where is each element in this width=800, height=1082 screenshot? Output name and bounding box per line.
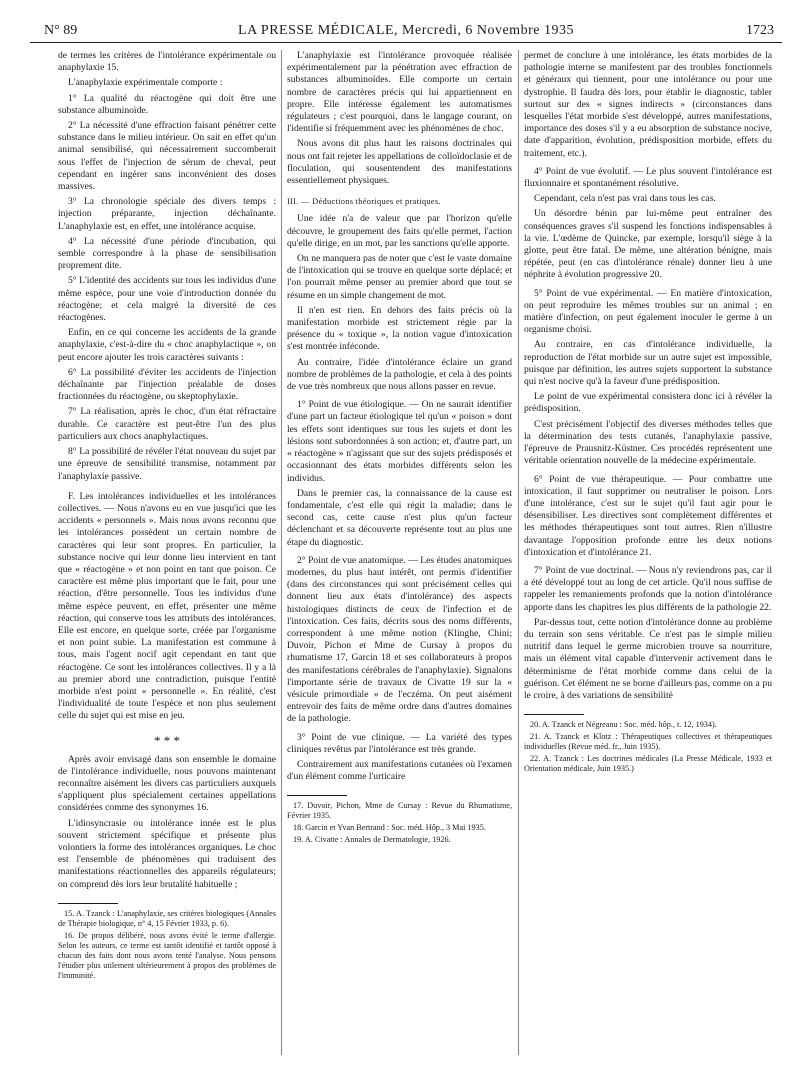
section-heading: III. — Déductions théoriques et pratiques. bbox=[287, 197, 441, 207]
section-separator-stars: * * * bbox=[154, 732, 180, 748]
paragraph: Cependant, cela n'est pas vrai dans tous les cas. bbox=[534, 193, 716, 205]
footnote: 19. A. Civatte : Annales de Dermatologie, 1926. bbox=[293, 835, 451, 845]
column-divider bbox=[518, 50, 519, 1055]
list-item: 6° La possibilité d'éviter les accidents de l'injection déchaînante par l'injection préalable de doses fractionnées du réactogène, ou skeptophylaxie. bbox=[58, 366, 276, 403]
section-f-paragraph: F. Les intolérances individuelles et les intolérances collectives. — Nous n'avons eu en vue jusqu'ici que les accidents « personnels ». Mais nous avons reconnu que les intolérances possèdent un certain nombre de caractères qui leur sont propres. En particulier, la substance nocive qui leur donne lieu intervient en tant que « réactogène » et non point en tant que poison. Ce caractère est même plus important que le fait, pour une réaction, d'être personnelle. Tous les individus d'une même espèce peuvent, en effet, présenter une même réaction, qui conserve tous les attributs des intolérances. Elle est encore, en quelque sorte, créée par l'organisme et non point subie. La manifestation est commune à tous, mais l'agent nocif agit cependant en tant que réactogène. Ce sont les intolérances collectives. Il y a là au premier abord une contradiction, puisque l'entité morbide n'est point « personnelle ». En réalité, c'est l'individualité de toute l'espèce et non plus seulement celle du sujet qui est mise en jeu. bbox=[58, 490, 276, 722]
paragraph: On ne manquera pas de noter que c'est le vaste domaine de l'intoxication qui se trouve en quelque sorte déplacé; et l'on pourrait même penser au premier abord que tout se résume en un simple changement de mot. bbox=[287, 253, 512, 301]
paragraph: Après avoir envisagé dans son ensemble le domaine de l'intolérance individuelle, nous pouvons maintenant reconnaître aisément les divers cas particuliers auxquels s'appliquent plus spécialement certaines appellations considérées comme des synonymes 16. bbox=[58, 753, 276, 814]
running-header bbox=[30, 20, 782, 43]
list-item: 5° L'identité des accidents sur tous les individus d'une même espèce, pour une voie d'introduction donnée du réactogène; et cela malgré la diversité de ces réactogènes. bbox=[58, 275, 276, 324]
footnote-rule bbox=[287, 795, 347, 796]
paragraph: Une idée n'a de valeur que par l'horizon qu'elle découvre, le groupement des faits qu'elle permet, l'action qu'elle dirige, en un mot, par les sanctions qu'elle apporte. bbox=[287, 213, 512, 249]
footnote: 20. A. Tzanck et Négreanu : Soc. méd. hôp., t. 12, 1934). bbox=[530, 720, 717, 730]
column-2 bbox=[287, 50, 512, 1060]
paragraph: Par-dessus tout, cette notion d'intolérance donne au problème du terrain son sens véritable. Ce n'est pas le simple milieu nutritif dans lequel le germe microbien trouve sa nourriture, mais un élément vital capable d'intervenir activement dans le déterminisme de l'état morbide comme dans celui de la guérison. Cet élément ne se borne d'ailleurs pas, comme on a pu le croire, à des variations de sensibilité bbox=[524, 616, 772, 701]
paragraph: de termes les critères de l'intolérance expérimentale ou anaphylaxie 15. bbox=[58, 50, 276, 74]
footnote: 18. Garcin et Yvan Bertrand : Soc. méd. Hôp., 3 Mai 1935. bbox=[293, 823, 486, 833]
subsection-anatomique: 2° Point de vue anatomique. — Les études anatomiques modernes, du plus haut intérêt, ont permis d'identifier (dans des circonstances qui sont précisément celles qui donnent lieu aux états d'intolérance) des aspects histologiques distincts de ceux de l'infection et de l'intoxication. Ces faits, décrits sous des noms différents, correspondent à une même notion (Klinghe, Chini; Duvoir, Pichon et Mme de Cursay à propos du rhumatisme 17, Garcin 18 et ses collaborateurs à propos des manifestations cérébrales de l'anaphylaxie). Signalons l'importante série de travaux de Civatte 19 sur la « vésicule primordiale » de l'eczéma. On peut aisément entrevoir des faits de même ordre dans d'autres domaines de la pathologie. bbox=[287, 554, 512, 725]
list-item: 8° La possibilité de révéler l'état nouveau du sujet par une épreuve de sensibilité transmise, notamment par l'anaphylaxie passive. bbox=[58, 446, 276, 482]
footnote-rule bbox=[524, 714, 584, 715]
list-item: 2° La nécessité d'une effraction faisant pénétrer cette substance dans le milieu intérieur. On sait en effet qu'un animal sensibilisé, qui nécessairement succomberait sous l'effet de l'injection de sérum de cheval, peut cependant en ingérer sans inconvénient des doses massives. bbox=[58, 120, 276, 193]
paragraph: Au contraire, en cas d'intolérance individuelle, la reproduction de l'état morbide sur un autre sujet est impossible, puisque par définition, les autres sujets supportent la substance qui n'est nocive qu'à la faveur d'une prédisposition. bbox=[524, 339, 772, 388]
column-divider bbox=[281, 50, 282, 1055]
paragraph: Enfin, en ce qui concerne les accidents de la grande anaphylaxie, c'est-à-dire du « choc anaphylactique », on peut encore ajouter les trois caractères suivants : bbox=[58, 327, 276, 363]
paragraph: L'anaphylaxie est l'intolérance provoquée réalisée expérimentalement par la pénétration avec effraction de substances albuminoïdes. Elle comporte un certain nombre de caractères précis qui lui appartiennent en propre. Elle intéresse également les automatismes régulateurs ; c'est pourquoi, dans le langage courant, on l'identifie si fréquemment avec les phénomènes de choc. bbox=[287, 50, 512, 135]
paragraph: L'anaphylaxie expérimentale comporte : bbox=[68, 77, 223, 89]
list-item: 7° La réalisation, après le choc, d'un état réfractaire durable. Ce caractère est peut-être l'un des plus particuliers aux chocs anaphylactiques. bbox=[58, 406, 276, 442]
issue-number: N° 89 bbox=[44, 23, 78, 38]
footnote: 16. De propos délibéré, nous avons évité le terme d'allergie. Selon les auteurs, ce terme est tantôt identifié et tantôt opposé à chacun des faits dont nous avons tenté l'analyse. Nous pensons l'étudier plus utilement ultérieurement à propos des problèmes de l'immunité. bbox=[58, 930, 276, 980]
paragraph: Au contraire, l'idée d'intolérance éclaire un grand nombre de problèmes de la pathologie, et cela à des points de vue très nombreux que nous allons passer en revue. bbox=[287, 356, 512, 393]
list-item: 1° La qualité du réactogène qui doit être une substance albuminoïde. bbox=[58, 92, 276, 116]
paragraph: Contrairement aux manifestations cutanées où l'examen d'un élément comme l'urticaire bbox=[287, 758, 512, 783]
journal-date: LA PRESSE MÉDICALE, Mercredi, 6 Novembre 1935 bbox=[238, 23, 574, 38]
subsection-doctrinal: 7° Point de vue doctrinal. — Nous n'y reviendrons pas, car il a été développé tout au long de cet article. Qu'il nous suffise de rappeler les remaniements profonds que la notion d'intolérance apporte dans les chapitres les plus différents de la pathologie 22. bbox=[524, 564, 772, 613]
subsection-etiologique: 1° Point de vue étiologique. — On ne saurait identifier d'une part un facteur étiologique tel qu'un « poison » dont les effets sont identiques sur tous les sujets et dont les lésions sont subordonnées à son action; et, d'autre part, un « réactogène » n'agissant que sur des sujets prédisposés et occasionnant des états morbides différents selon les individus. bbox=[287, 399, 512, 484]
footnote: 22. A. Tzanck : Les doctrines médicales (La Presse Médicale, 1933 et Orientation médicale, Juin 1935.) bbox=[524, 754, 772, 774]
subsection-therapeutique: 6° Point de vue thérapeutique. — Pour combattre une intoxication, il faut supprimer ou neutraliser le poison. Lors d'une intolérance, c'est sur le sujet qu'il faut agir pour le désensibiliser. Les directives sont complètement différentes et les méthodes thérapeutiques sont tout autres. Rien n'illustre davantage l'opposition profonde entre les deux notions d'intoxication et d'intolérance 21. bbox=[524, 473, 772, 558]
footnote-rule bbox=[58, 903, 118, 904]
paragraph: C'est précisément l'objectif des diverses méthodes telles que la détermination des tests cutanés, l'anaphylaxie passive, l'épreuve de Prausnitz-Küstner. Ces procédés représentent une véritable orientation nouvelle de la médecine expérimentale. bbox=[524, 418, 772, 467]
list-item: 4° La nécessité d'une période d'incubation, qui semble correspondre à la phase de sensibilisation proprement dite. bbox=[58, 235, 276, 272]
footnote: 15. A. Tzanck : L'anaphylaxie, ses critères biologiques (Annales de Thérapie biologique, n° 4, 15 Février 1933, p. 6). bbox=[58, 908, 276, 928]
paragraph: Dans le premier cas, la connaissance de la cause est fondamentale, c'est elle qui régit la maladie; dans le second cas, cette cause n'est plus qu'un facteur déclenchant et sa découverte représente tout au plus une étape du diagnostic. bbox=[287, 487, 512, 548]
subsection-clinique: 3° Point de vue clinique. — La variété des types cliniques revêtus par l'intolérance est très grande. bbox=[287, 731, 512, 755]
paragraph: Un désordre bénin par lui-même peut entraîner des conséquences graves s'il suspend les fonctions indispensables à la vie. L'œdème de Quincke, par exemple, lorsqu'il siège à la glotte, peut être fatal. De même, une altération bénigne, mais répétée, peut (en cas d'intolérance rénale) donner lieu à une néphrite à évolution progressive 20. bbox=[524, 208, 772, 281]
subsection-experimental: 5° Point de vue expérimental. — En matière d'intoxication, on peut reproduire les mêmes troubles sur un animal ; en matière d'infection, on peut également inoculer le germe à un organisme choisi. bbox=[524, 287, 772, 336]
column-1 bbox=[58, 50, 276, 1060]
paragraph: Il n'en est rien. En dehors des faits précis où la manifestation morbide est strictement régie par la présence du « toxique », la notion vague d'intoxication s'est montrée inféconde. bbox=[287, 304, 512, 353]
paragraph: Le point de vue expérimental consistera donc ici à révéler la prédisposition. bbox=[524, 391, 772, 415]
column-3 bbox=[524, 50, 772, 1060]
paragraph: L'idiosyncrasie ou intolérance innée est le plus souvent strictement spécifique et présente plus volontiers la forme des intolérances organiques. Le choc est l'ensemble de phénomènes qui traduisent des manifestations réactionnelles des appareils régulateurs; on comprend dès lors leur brutalité habituelle ; bbox=[58, 817, 276, 890]
paragraph: permet de conclure à une intolérance, les états morbides de la pathologie interne se manifestent par des troubles fonctionnels et généraux qui tiennent, pour une intolérance ou pour une dystrophie. Il faudra dès lors, pour établir le diagnostic, tabler surtout sur des « signes indirects » (circonstances dans lesquelles l'état morbide s'est développé, autres manifestations, importance des doses s'il y a eu absorption de substance nocive, date d'apparition, évolution, prédisposition morbide, effets du traitement, etc.). bbox=[524, 50, 772, 159]
footnote: 21. A. Tzanck et Klotz : Thérapeutiques collectives et thérapeutiques individuelles (Revue méd. fr., Juin 1935). bbox=[524, 732, 772, 752]
footnote: 17. Duvoir, Pichon, Mme de Cursay : Revue du Rhumatisme, Février 1935. bbox=[287, 801, 512, 821]
subsection-evolutif: 4° Point de vue évolutif. — Le plus souvent l'intolérance est fluxionnaire et spontanément résolutive. bbox=[524, 165, 772, 190]
paragraph: Nous avons dit plus haut les raisons doctrinales qui nous ont fait rejeter les appellations de colloïdoclasie et de floculation, qui sousentendent des manifestations essentiellement physiques. bbox=[287, 138, 512, 187]
page-number: 1723 bbox=[746, 23, 774, 38]
list-item: 3° La chronologie spéciale des divers temps : injection préparante, injection déchaînante. L'anaphylaxie est, en effet, une intolérance acquise. bbox=[58, 196, 276, 232]
